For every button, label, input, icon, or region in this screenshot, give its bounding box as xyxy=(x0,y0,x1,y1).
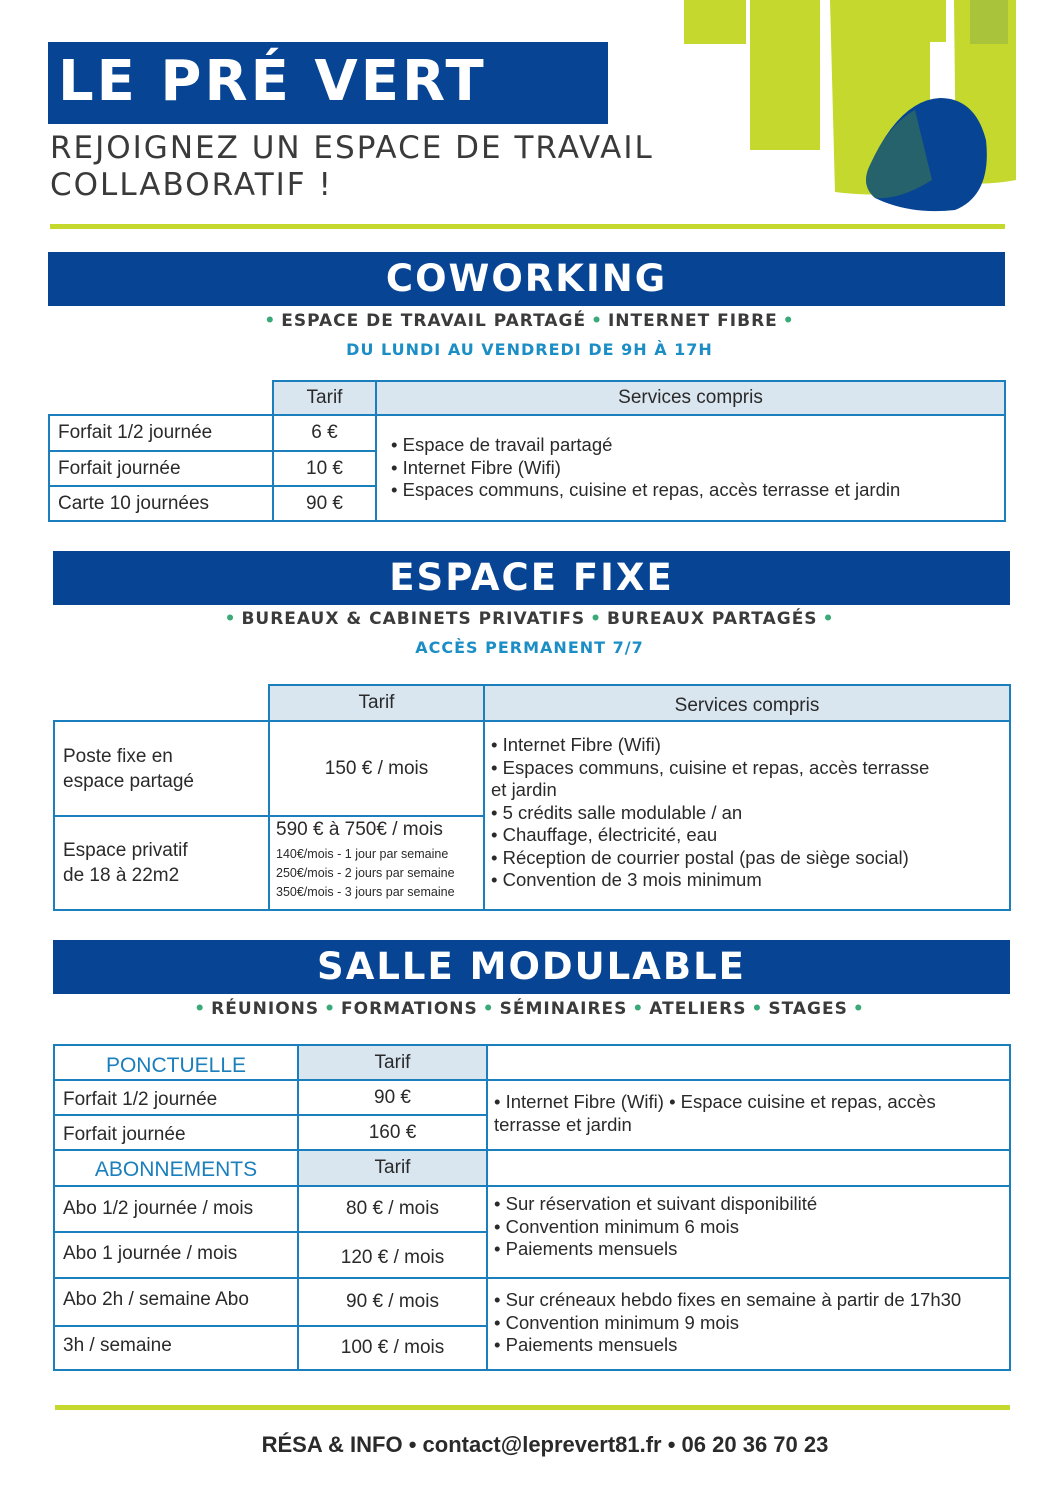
coworking-tagline xyxy=(0,311,1059,331)
salle-abo-services-1: • Sur réservation et suivant disponibilité • Convention minimum 6 mois • Paiements mensuels xyxy=(486,1185,1011,1279)
coworking-row-price: 6 € xyxy=(272,414,377,452)
salle-ponctuelle-row-price: 90 € xyxy=(297,1079,488,1116)
bullet-dot: • xyxy=(822,609,835,629)
price-detail: 350€/mois - 3 jours par semaine xyxy=(276,885,455,899)
espace-fixe-col-tarif: Tarif xyxy=(268,684,485,722)
salle-empty-header xyxy=(486,1044,1011,1081)
bullet-dot: • xyxy=(632,999,645,1019)
bullet-dot: • xyxy=(324,999,337,1019)
salle-abo-row-label: Abo 2h / semaine Abo xyxy=(53,1277,299,1327)
salle-abonnements-head: ABONNEMENTS xyxy=(53,1149,299,1187)
salle-col-tarif: Tarif xyxy=(297,1149,488,1187)
coworking-services: • Espace de travail partagé • Internet Fibre (Wifi) • Espaces communs, cuisine et repas, accès terrasse et jardin xyxy=(375,414,1006,522)
coworking-row-label: Forfait 1/2 journée xyxy=(48,414,274,452)
bullet-dot: • xyxy=(591,311,603,331)
salle-abo-row-price: 80 € / mois xyxy=(297,1185,488,1233)
espace-fixe-tag-1: BUREAUX & CABINETS PRIVATIFS xyxy=(241,609,586,629)
coworking-tag-1: ESPACE DE TRAVAIL PARTAGÉ xyxy=(281,311,587,331)
salle-abo-row-label: 3h / semaine xyxy=(53,1325,299,1371)
espace-fixe-services: • Internet Fibre (Wifi) • Espaces communs, cuisine et repas, accès terrasse et jardin • 5 crédits salle modulable / an • Chauffage, électricité, eau • Réception de courrier postal (pas de siège social) • Convention de 3 mois minimum xyxy=(483,720,1011,911)
coworking-row-label: Forfait journée xyxy=(48,450,274,487)
espace-fixe-access: ACCÈS PERMANENT 7/7 xyxy=(415,638,644,657)
page-subtitle xyxy=(50,130,770,204)
salle-ponctuelle-row-label: Forfait journée xyxy=(53,1114,299,1151)
coworking-tag-2: INTERNET FIBRE xyxy=(607,311,778,331)
espace-fixe-col-services: Services compris xyxy=(483,684,1011,722)
coworking-row-price: 90 € xyxy=(272,485,377,522)
bullet-dot: • xyxy=(782,311,795,331)
salle-abo-row-label: Abo 1/2 journée / mois xyxy=(53,1185,299,1233)
bullet-dot: • xyxy=(751,999,764,1019)
bottom-divider xyxy=(55,1405,1010,1410)
coworking-title: COWORKING xyxy=(48,252,1005,306)
brand-banner xyxy=(48,42,608,124)
bullet-dot: • xyxy=(194,999,207,1019)
salle-empty-header xyxy=(486,1149,1011,1187)
salle-ponctuelle-row-label: Forfait 1/2 journée xyxy=(53,1079,299,1116)
espace-fixe-title: ESPACE FIXE xyxy=(53,551,1010,605)
price-detail: 140€/mois - 1 jour par semaine xyxy=(276,847,449,861)
salle-col-tarif: Tarif xyxy=(297,1044,488,1081)
bullet-dot: • xyxy=(264,311,277,331)
salle-tag: FORMATIONS xyxy=(341,999,478,1019)
bullet-dot: • xyxy=(590,609,602,629)
coworking-col-services: Services compris xyxy=(375,380,1006,416)
espace-fixe-row-price: 150 € / mois xyxy=(268,720,485,817)
salle-tag: ATELIERS xyxy=(649,999,747,1019)
salle-ponctuelle-services: • Internet Fibre (Wifi) • Espace cuisine et repas, accès terrasse et jardin xyxy=(486,1079,1011,1151)
espace-fixe-row-label: Espace privatif de 18 à 22m2 xyxy=(53,815,270,911)
espace-fixe-tag-2: BUREAUX PARTAGÉS xyxy=(607,609,818,629)
salle-tagline xyxy=(0,999,1059,1019)
espace-fixe-row-price-block xyxy=(268,815,485,911)
subtitle-line-2: COLLABORATIF ! xyxy=(50,167,333,203)
footer-contact: RÉSA & INFO • contact@leprevert81.fr • 06 20 36 70 23 xyxy=(261,1432,829,1457)
bullet-dot: • xyxy=(852,999,865,1019)
espace-fixe-row-price: 590 € à 750€ / mois xyxy=(276,819,443,840)
salle-tag: RÉUNIONS xyxy=(211,999,320,1019)
salle-tag: SÉMINAIRES xyxy=(499,999,628,1019)
salle-abo-services-2: • Sur créneaux hebdo fixes en semaine à partir de 17h30 • Convention minimum 9 mois • Paiements mensuels xyxy=(486,1277,1011,1371)
salle-abo-row-label: Abo 1 journée / mois xyxy=(53,1231,299,1279)
top-divider xyxy=(50,224,1005,229)
price-detail: 250€/mois - 2 jours par semaine xyxy=(276,866,455,880)
espace-fixe-tagline xyxy=(0,609,1059,629)
coworking-row-label: Carte 10 journées xyxy=(48,485,274,522)
salle-abo-row-price: 90 € / mois xyxy=(297,1277,488,1327)
salle-ponctuelle-row-price: 160 € xyxy=(297,1114,488,1151)
salle-ponctuelle-head: PONCTUELLE xyxy=(53,1044,299,1081)
coworking-row-price: 10 € xyxy=(272,450,377,487)
salle-abo-row-price: 100 € / mois xyxy=(297,1325,488,1371)
brand-title: LE PRÉ VERT xyxy=(58,49,487,114)
bullet-dot: • xyxy=(224,609,237,629)
salle-abo-row-price: 120 € / mois xyxy=(297,1231,488,1279)
espace-fixe-row-label: Poste fixe en espace partagé xyxy=(53,720,270,817)
salle-title: SALLE MODULABLE xyxy=(53,940,1010,994)
bullet-dot: • xyxy=(482,999,495,1019)
coworking-hours: DU LUNDI AU VENDREDI DE 9H À 17H xyxy=(346,340,713,359)
subtitle-line-1: REJOIGNEZ UN ESPACE DE TRAVAIL xyxy=(50,130,654,166)
coworking-col-tarif: Tarif xyxy=(272,380,377,416)
salle-tag: STAGES xyxy=(768,999,848,1019)
